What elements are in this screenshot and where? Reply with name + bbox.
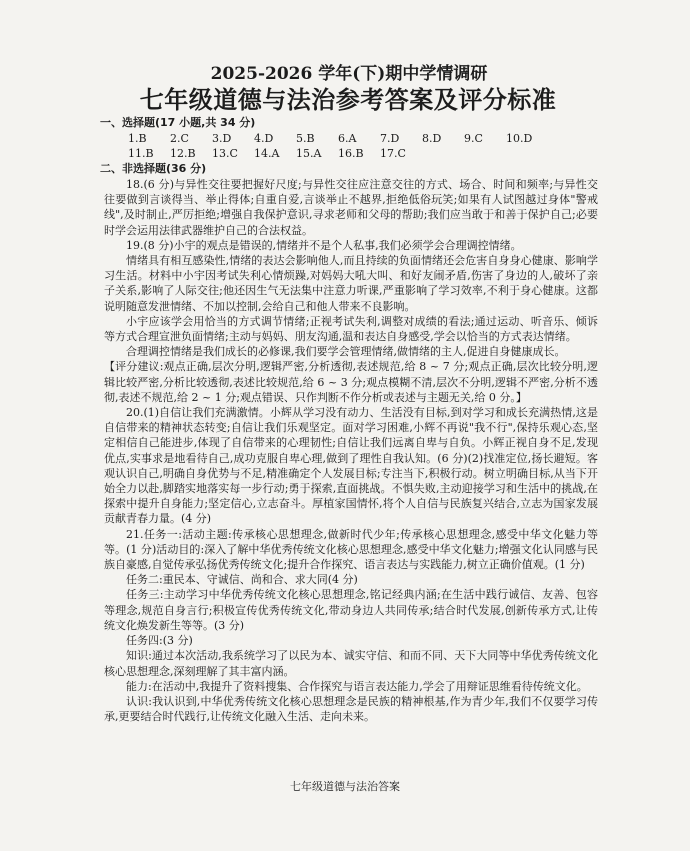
section1-heading: 一、选择题(17 小题,共 34 分) xyxy=(100,116,256,129)
choice-answer: 10.D xyxy=(506,132,533,145)
section2-heading: 二、非选择题(36 分) xyxy=(100,162,207,175)
answer-19-analysis: 情绪具有相互感染性,情绪的表达会影响他人,而且持续的负面情绪还会危害自身身心健康、影响学习生活。材料中小宇因考试失利心情烦躁,对妈妈大吼大叫、和好友闹矛盾,伤害了身边的人,破坏了亲子关系,影响了人际交往;他还因生气无法集中注意力听课,严重影响了学习效率,不利于身心健康。这都说明随意发泄情绪、不加以控制,会给自己和他人带来不良影响。 xyxy=(104,254,598,313)
choice-answer: 17.C xyxy=(380,147,406,160)
choice-answer: 9.C xyxy=(464,132,483,145)
choice-answer: 13.C xyxy=(212,147,238,160)
scoring-suggestion: 【评分建议:观点正确,层次分明,逻辑严密,分析透彻,表述规范,给 8 ~ 7 分;观点正确,层次比较分明,逻辑比较严密,分析比较透彻,表述比较规范,给 6 ~ 3 分;观点模糊不清,层次不分明,逻辑不严密,分析不透彻,表述不规范,给 2 ~ 1 分;观点错误、只作判断不作分析或表述与主题无关,给 0 分。】 xyxy=(104,360,598,404)
choice-answer: 16.B xyxy=(338,147,364,160)
exam-title: 2025-2026 学年(下)期中学情调研 xyxy=(210,64,488,84)
answer-21-understanding: 认识:我认识到,中华优秀传统文化核心思想理念是民族的精神根基,作为青少年,我们不仅要学习传承,更要结合时代践行,让传统文化融入生活、走向未来。 xyxy=(104,694,598,724)
answer-19-conclusion: 合理调控情绪是我们成长的必修课,我们要学会管理情绪,做情绪的主人,促进自身健康成长。 xyxy=(126,345,566,359)
answer-21-knowledge: 知识:通过本次活动,我系统学习了以民为本、诚实守信、和而不同、天下大同等中华优秀传统文化核心思想理念,深刻理解了其丰富内涵。 xyxy=(104,649,598,678)
answer-20: 20.(1)自信让我们充满激情。小辉从学习没有动力、生活没有目标,到对学习和成长充满热情,这是自信带来的精神状态转变;自信让我们乐观坚定。面对学习困难,小辉不再说"我不行",保持乐观心态,坚定相信自己能进步,体现了自信带来的心理韧性;自信让我们远离自卑与自负。小辉正视自身不足,发现优点,实事求是地看待自己,成功克服自卑心理,做到了理性自我认知。(6 分)(2)找准定位,扬长避短。客观认识自己,明确自身优势与不足,精准确定个人发展目标;专注当下,积极行动。树立明确目标,从当下开始全力以赴,脚踏实地落实每一步行动;勇于探索,直面挑战。不惧失败,主动迎接学习和生活中的挑战,在探索中提升自身能力;坚定信心,立志奋斗。厚植家国情怀,将个人自信与民族复兴结合,立志为国家发展贡献青春力量。(4 分) xyxy=(104,406,598,526)
choice-answer: 4.D xyxy=(254,132,274,145)
choice-answer: 8.D xyxy=(422,132,442,145)
choice-answer: 12.B xyxy=(170,147,196,160)
answer-21-task4: 任务四:(3 分) xyxy=(126,634,193,648)
choice-answer: 11.B xyxy=(128,147,154,160)
answer-21-task3: 任务三:主动学习中华优秀传统文化核心思想理念,铭记经典内涵;在生活中践行诚信、友善、包容等理念,规范自身言行;积极宣传优秀传统文化,带动身边人共同传承;结合时代发展,创新传承方式,让传统文化焕发新生等等。(3 分) xyxy=(104,588,598,632)
answer-21-task1: 21.任务一:活动主题:传承核心思想理念,做新时代少年;传承核心思想理念,感受中华文化魅力等等。(1 分)活动目的:深入了解中华优秀传统文化核心思想理念,感受中华文化魅力;增强文化认同感与民族自豪感,自觉传承弘扬优秀传统文化;提升合作探究、语言表达与实践能力,树立正确价值观。(1 分) xyxy=(104,527,598,572)
choice-answer: 7.D xyxy=(380,132,400,145)
answer-21-ability: 能力:在活动中,我提升了资料搜集、合作探究与语言表达能力,学会了用辩证思维看待传统文化。 xyxy=(126,679,588,693)
choice-answer: 3.D xyxy=(212,132,232,145)
page-footer: 七年级道德与法治答案 xyxy=(290,780,400,793)
choice-answer: 14.A xyxy=(254,147,280,160)
answer-21-task2: 任务二:重民本、守诚信、尚和合、求大同(4 分) xyxy=(126,573,358,587)
choice-answer: 5.B xyxy=(296,132,315,145)
choice-answer: 2.C xyxy=(170,132,189,145)
choice-answer: 1.B xyxy=(128,132,147,145)
answer-19-methods: 小宇应该学会用恰当的方式调节情绪;正视考试失利,调整对成绩的看法;通过运动、听音乐、倾诉等方式合理宣泄负面情绪;主动与妈妈、朋友沟通,温和表达自身感受,学会以恰当的方式表达情绪。 xyxy=(104,314,598,344)
document-title: 七年级道德与法治参考答案及评分标准 xyxy=(139,86,557,114)
choice-answers-row-1 xyxy=(104,131,598,146)
choice-answers-row-2 xyxy=(104,146,598,161)
choice-answer: 6.A xyxy=(338,132,357,145)
answer-19-claim: 19.(8 分)小宇的观点是错误的,情绪并不是个人私事,我们必须学会合理调控情绪。 xyxy=(126,238,522,252)
choice-answer: 15.A xyxy=(296,147,322,160)
answer-18: 18.(6 分)与异性交往要把握好尺度;与异性交往应注意交往的方式、场合、时间和频率;与异性交往要做到言谈得当、举止得体;自重自爱,言谈举止不越界,拒绝低俗玩笑;如果有人试图越过身体"警戒线",及时制止,严厉拒绝;增强自我保护意识,寻求老师和父母的帮助;我们应当敢于和善于保护自己;必要时学会运用法律武器维护自己的合法权益。 xyxy=(104,178,598,237)
